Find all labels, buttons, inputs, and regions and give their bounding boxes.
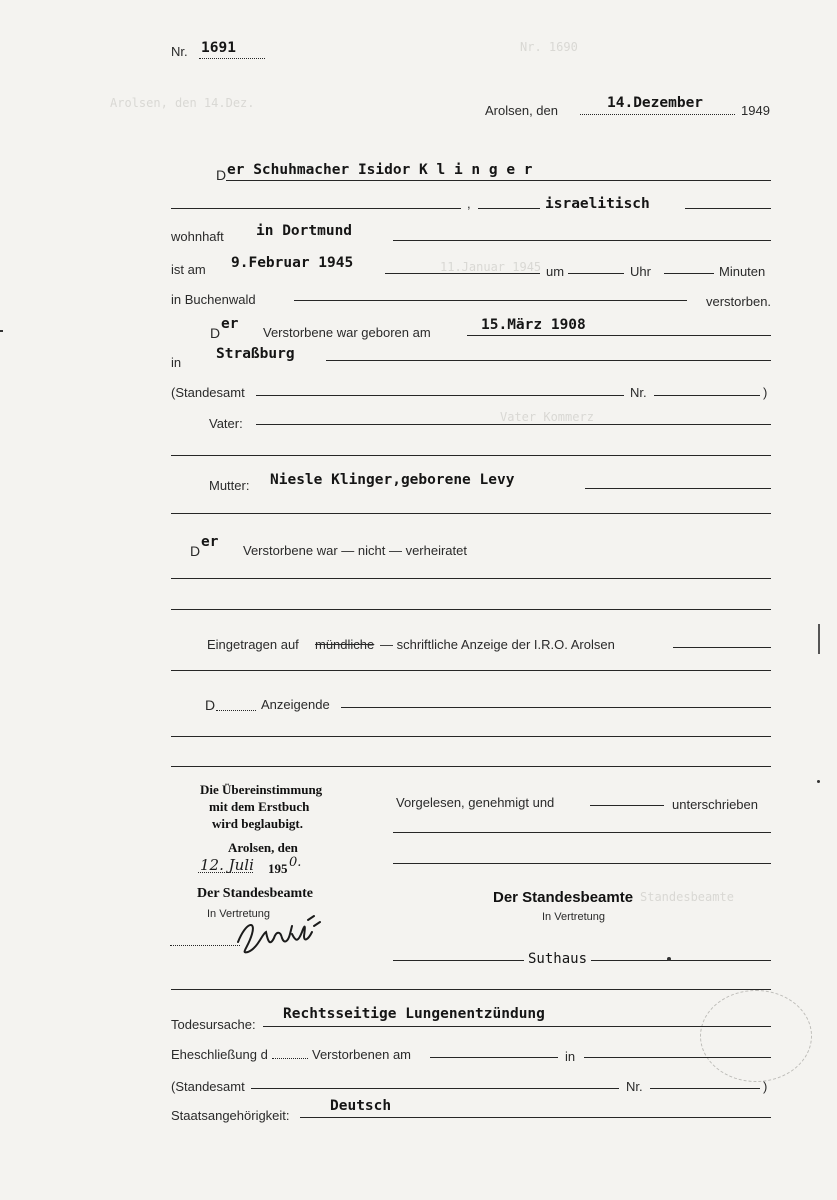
marital-line-1 — [171, 578, 771, 579]
vorgelesen-label: Vorgelesen, genehmigt und — [396, 795, 555, 810]
right-signature: Suthaus — [524, 951, 591, 967]
bottom-standesamt-line — [251, 1088, 619, 1089]
marriage-dot — [272, 1058, 308, 1059]
residence-value: in Dortmund — [256, 223, 353, 239]
cert-place-date: Arolsen, den — [228, 840, 298, 855]
bleed-through-text: Nr. 1690 — [520, 40, 578, 54]
marital-typed: er — [201, 534, 219, 550]
father-line-2 — [171, 455, 771, 456]
religion-line-a — [478, 208, 540, 209]
minuten-label: Minuten — [719, 264, 766, 279]
marriage-label: Eheschließung d — [171, 1047, 268, 1062]
father-line — [256, 424, 771, 425]
right-vertretung: In Vertretung — [542, 911, 605, 923]
born-prefix: D — [210, 325, 221, 341]
cert-hand-date: 12. Juli — [200, 856, 254, 874]
nr-value: 1691 — [201, 40, 236, 56]
registration-line — [673, 647, 771, 648]
standesamt-line — [256, 395, 624, 396]
cert-line-2: mit dem Erstbuch — [209, 799, 310, 814]
standesamt-nr-line — [654, 395, 760, 396]
death-date: 9.Februar 1945 — [231, 255, 354, 271]
anzeigende-line — [341, 707, 771, 708]
bleed-through-text: 11.Januar 1945 — [440, 260, 542, 274]
cause-line — [263, 1026, 771, 1027]
cert-sign-line — [170, 945, 240, 946]
cert-title: Der Standesbeamte — [197, 886, 314, 901]
bleed-through-text: Standesbeamte — [640, 890, 734, 904]
name-prefix: D — [216, 167, 227, 183]
mother-line-2 — [171, 513, 771, 514]
registration-rest: — schriftliche Anzeige der I.R.O. Arolsen — [380, 637, 615, 652]
bottom-divider — [171, 989, 771, 990]
vorgelesen-line — [590, 805, 664, 806]
birth-place: Straßburg — [216, 346, 295, 362]
hour-line — [568, 273, 624, 274]
anzeigende-line-2 — [171, 736, 771, 737]
cert-line-1: Die Übereinstimmung — [200, 782, 323, 797]
handwritten-signature — [232, 912, 327, 960]
nr-label: Nr. — [171, 44, 188, 59]
minute-line — [664, 273, 714, 274]
bleed-through-text: Arolsen, den 14.Dez. — [110, 96, 255, 110]
bottom-nr-line — [650, 1088, 760, 1089]
comma: , — [467, 196, 471, 211]
anzeigende-label: Anzeigende — [261, 697, 330, 712]
mother-label: Mutter: — [209, 478, 250, 493]
marriage-date-line — [430, 1057, 558, 1058]
religion-value: israelitisch — [545, 196, 650, 212]
bottom-close-paren: ) — [763, 1079, 768, 1094]
place-date-label: Arolsen, den — [485, 103, 558, 118]
nationality-value: Deutsch — [330, 1098, 392, 1114]
marriage-mid: Verstorbenen am — [312, 1047, 412, 1062]
cert-year-hand: 0. — [289, 855, 302, 870]
born-label: Verstorbene war geboren am — [263, 325, 431, 340]
right-line-1 — [393, 832, 771, 833]
died-label: ist am — [171, 262, 206, 277]
birth-date: 15.März 1908 — [481, 317, 586, 333]
residence-label: wohnhaft — [171, 229, 224, 244]
uhr-label: Uhr — [630, 264, 651, 279]
right-line-2 — [393, 863, 771, 864]
nationality-label: Staatsangehörigkeit: — [171, 1108, 290, 1123]
nationality-line — [300, 1117, 771, 1118]
edge-mark — [818, 624, 820, 654]
cert-date-line — [198, 872, 253, 873]
standesamt-nr-label: Nr. — [630, 385, 647, 400]
cause-label: Todesursache: — [171, 1017, 256, 1032]
bleed-through-text: Vater Kommerz — [500, 410, 594, 424]
marital-label: Verstorbene war — nicht — verheiratet — [243, 543, 467, 558]
edge-mark — [817, 780, 820, 783]
nr-line — [199, 58, 265, 59]
date-value: 14.Dezember — [607, 95, 704, 111]
birth-place-line — [326, 360, 771, 361]
bottom-standesamt-label: (Standesamt — [171, 1079, 245, 1094]
marital-prefix: D — [190, 543, 201, 559]
marriage-place-line — [584, 1057, 771, 1058]
ink-dot — [667, 957, 671, 961]
eingetragen-label: Eingetragen auf — [207, 637, 299, 652]
year: 1949 — [741, 103, 770, 118]
um-label: um — [546, 264, 565, 279]
father-label: Vater: — [209, 416, 243, 431]
residence-line — [393, 240, 771, 241]
cert-year-prefix: 195 — [268, 861, 288, 876]
cert-vertretung: In Vertretung — [207, 908, 270, 920]
born-in-label: in — [171, 355, 182, 370]
muendliche-struck: mündliche — [315, 637, 375, 652]
faint-stamp — [700, 990, 812, 1082]
right-title: Der Standesbeamte — [493, 889, 634, 906]
anzeigende-prefix: D — [205, 697, 216, 713]
birth-date-line — [467, 335, 771, 336]
place-of-death: in Buchenwald — [171, 292, 256, 307]
cert-line-3: wird beglaubigt. — [212, 816, 304, 831]
cause-value: Rechtsseitige Lungenentzündung — [283, 1006, 545, 1022]
unterschrieben-label: unterschrieben — [672, 797, 758, 812]
close-paren: ) — [763, 385, 768, 400]
marital-line-2 — [171, 609, 771, 610]
mother-line — [585, 488, 771, 489]
occupation-line — [171, 208, 461, 209]
date-line — [580, 114, 735, 115]
mother-value: Niesle Klinger,geborene Levy — [270, 472, 515, 488]
anzeigende-line-3 — [171, 766, 771, 767]
religion-line-b — [685, 208, 771, 209]
bottom-nr-label: Nr. — [626, 1079, 643, 1094]
anzeigende-dot — [216, 710, 256, 711]
born-typed: er — [221, 316, 239, 332]
registration-line-2 — [171, 670, 771, 671]
place-of-death-line — [294, 300, 687, 301]
edge-mark — [0, 330, 3, 332]
marriage-in: in — [565, 1049, 576, 1064]
deceased-name: er Schuhmacher Isidor K l i n g e r — [227, 162, 533, 178]
name-line — [226, 180, 771, 181]
verstorben-label: verstorben. — [706, 294, 772, 309]
standesamt-label: (Standesamt — [171, 385, 245, 400]
death-date-line — [385, 273, 540, 274]
